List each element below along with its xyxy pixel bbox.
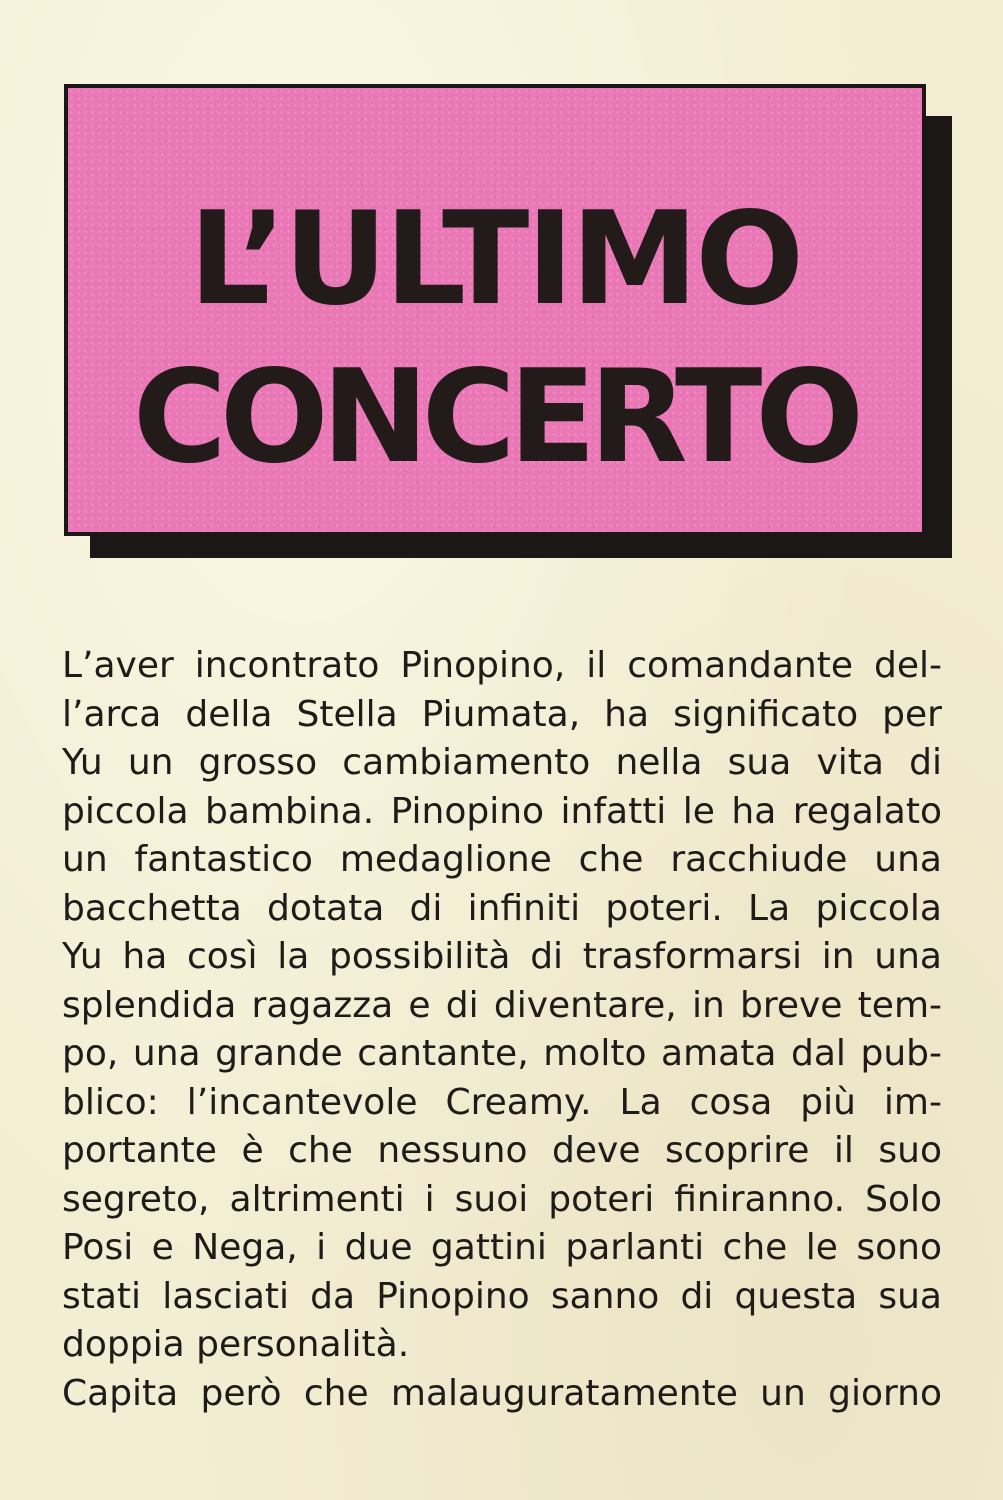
body-line: l’arca della Stella Piumata, ha significato per — [62, 693, 942, 735]
body-line: Yu ha così la possibilità di trasformarsi in una — [62, 936, 942, 977]
body-line: Posi e Nega, i due gattini parlanti che le sono — [62, 1227, 942, 1268]
body-line: Capita però che malauguratamente un giorno — [62, 1372, 942, 1414]
body-line: po, una grande cantante, molto amata dal pub- — [62, 1033, 942, 1074]
body-line: stati lasciati da Pinopino sanno di questa sua — [62, 1275, 942, 1317]
body-line: Yu un grosso cambiamento nella sua vita di — [62, 742, 942, 783]
body-line: L’aver incontrato Pinopino, il comandante del- — [62, 645, 942, 686]
title-line-1: L’ULTIMO — [188, 185, 802, 334]
body-line: doppia personalità. — [62, 1324, 410, 1365]
title-box — [64, 84, 926, 536]
body-text — [62, 642, 942, 1418]
body-line: portante è che nessuno deve scoprire il suo — [62, 1130, 942, 1171]
body-line: un fantastico medaglione che racchiude una — [62, 839, 942, 880]
body-line: piccola bambina. Pinopino infatti le ha regalato — [62, 790, 942, 832]
body-line: bacchetta dotata di infiniti poteri. La piccola — [62, 887, 942, 929]
body-line: splendida ragazza e di diventare, in breve tem- — [62, 984, 942, 1026]
body-line: segreto, altrimenti i suoi poteri finiranno. Solo — [62, 1178, 942, 1220]
title-line-2: CONCERTO — [132, 343, 858, 492]
body-line: blico: l’incantevole Creamy. La cosa più im- — [62, 1081, 942, 1123]
